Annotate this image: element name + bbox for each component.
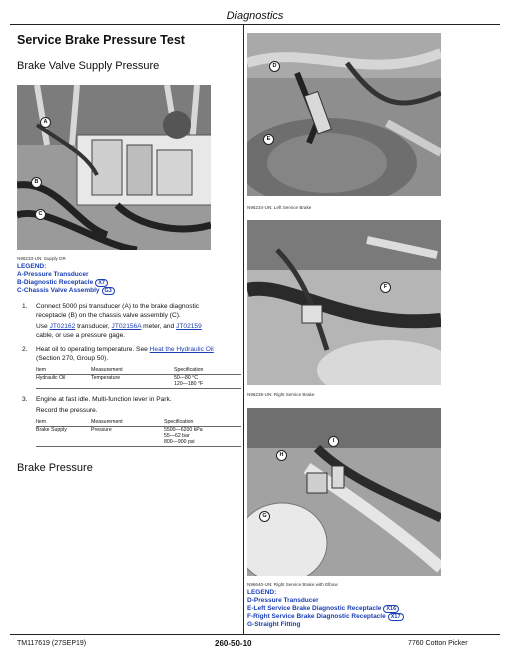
step-2: 2. Heat oil to operating temperature. See Heat the Hydraulic Oil (Section 270, Group 50).	[22, 346, 214, 362]
callout-c: C	[35, 209, 46, 220]
step-3: 3. Engine at fast idle. Multi-function lever in Park. Record the pressure.	[22, 396, 172, 414]
table-row-cont: 55—62 bar	[164, 433, 190, 439]
legend-brake: LEGEND: D-Pressure Transducer E-Left Service Brake Diagnostic Receptacle X16 F-Right Service Brake Diagnostic Receptacle X17 G-Straight Fitting	[247, 589, 404, 629]
section-heading-supply: Brake Valve Supply Pressure	[17, 60, 160, 72]
ref-link-x7[interactable]: X7	[95, 279, 108, 287]
photo-right-service-brake	[247, 220, 441, 385]
photo-right-brake-elbow	[247, 408, 441, 576]
callout-h: H	[276, 450, 287, 461]
ref-link-g3[interactable]: G3	[102, 287, 115, 295]
callout-g: G	[259, 511, 270, 522]
footer-rule	[10, 634, 500, 635]
link-jt02162[interactable]: JT02162	[49, 323, 76, 330]
table-row-cont: 120—180 °F	[174, 381, 204, 387]
figure-caption-right-brake: N96235-UN: Right Service Brake	[247, 392, 315, 397]
callout-d: D	[269, 61, 280, 72]
legend-title: LEGEND:	[17, 263, 47, 270]
callout-f: F	[380, 282, 391, 293]
step-1: 1. Connect 5000 psi transducer (A) to the brake diagnostic receptacle (B) on the chassis valve assembly (C). Use JT02162 transducer, JT02156A meter, and JT02159 cable, or use a pressure gage.	[22, 303, 202, 339]
page-title: Service Brake Pressure Test	[17, 33, 185, 47]
section-heading-brake-pressure: Brake Pressure	[17, 462, 93, 474]
footer-product: 7760 Cotton Picker	[408, 640, 468, 647]
spec-table-oil	[36, 367, 241, 387]
legend-item-b: B-Diagnostic Receptacle X7	[17, 279, 115, 287]
table-header-row: Item Measurement Specification	[36, 419, 194, 425]
photo-supply-valve	[17, 85, 211, 250]
ref-link-x17[interactable]: X17	[388, 613, 404, 621]
callout-e: E	[263, 134, 274, 145]
page-header-title: Diagnostics	[226, 10, 284, 22]
legend-item-c: C-Chassis Valve Assembly G3	[17, 287, 115, 295]
table-row: Hydraulic Oil Temperature 50—80 °C	[36, 375, 198, 381]
ref-link-x16[interactable]: X16	[383, 605, 399, 613]
link-heat-hydraulic-oil[interactable]: Heat the Hydraulic Oil	[149, 346, 214, 353]
photo-left-service-brake	[247, 33, 441, 196]
table-row: Brake Supply Pressure 5500—6200 kPa	[36, 427, 203, 433]
link-jt02156a[interactable]: JT02156A	[111, 323, 142, 330]
callout-a: A	[40, 117, 51, 128]
footer-doc-id: TM117619 (27SEP19)	[17, 640, 87, 647]
link-jt02159[interactable]: JT02159	[176, 323, 202, 330]
spec-table-brake-supply	[36, 419, 241, 445]
figure-caption-left-brake: N96234-UN: Left Service Brake	[247, 205, 312, 210]
table-header-row: Item Measurement Specification	[36, 367, 204, 373]
callout-i: I	[328, 436, 339, 447]
header-rule	[10, 24, 500, 25]
legend-supply	[17, 263, 115, 295]
figure-caption-supply: N96233-UN: Supply DR	[17, 256, 66, 261]
figure-caption-right-brake-elbow: N96640-UN: Right Service Brake with Elbow	[247, 582, 338, 587]
column-divider	[243, 24, 244, 634]
callout-b: B	[31, 177, 42, 188]
footer-page-number: 260-50-10	[215, 639, 252, 648]
legend-item-a: A-Pressure Transducer	[17, 271, 89, 278]
table-row-cont: 800—900 psi	[164, 439, 195, 445]
